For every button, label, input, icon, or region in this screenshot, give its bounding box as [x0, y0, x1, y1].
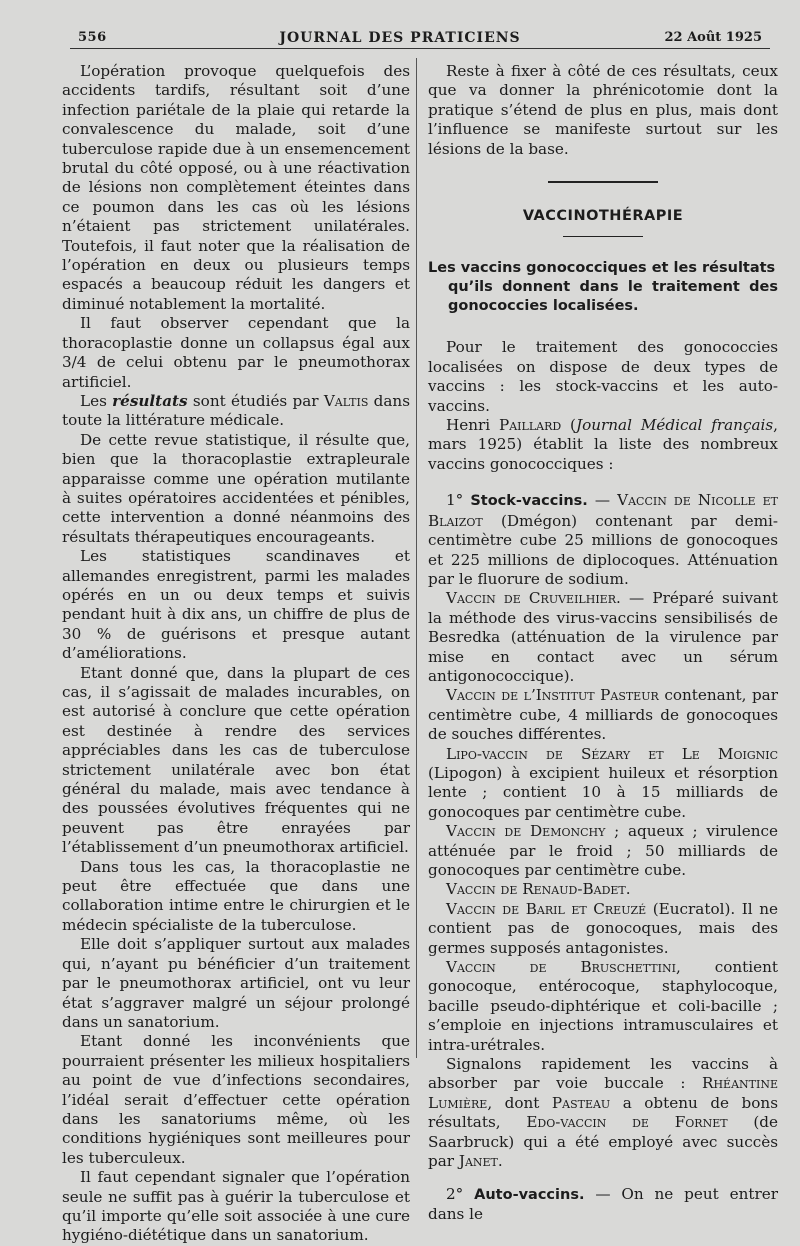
paragraph	[428, 900, 778, 958]
author-name: Paillard	[499, 416, 562, 435]
paragraph	[428, 686, 778, 744]
paragraph: Reste à fixer à côté de ces résultats, ceux que va donner la phrénicotomie dont la pratique s’étend de plus en plus, mais dont l’influence se manifeste surtout sur les lésions de la base.	[428, 62, 778, 158]
text-run: , mars 1925) établit la liste des nombreux vaccins gonococciques :	[428, 416, 778, 473]
text-run: Henri	[446, 416, 500, 435]
text-run: , dont	[487, 1093, 552, 1112]
journal-reference: Journal Médical français	[575, 416, 774, 435]
header-rule	[70, 48, 770, 49]
vaccine-name: Rhéantine Lumière	[428, 1074, 778, 1112]
paragraph: Dans tous les cas, la thoracoplastie ne peut être effectuée que dans une collaboration intime entre le chirurgien et le médecin spécialiste de la tuberculose.	[62, 857, 410, 934]
paragraph: L’opération provoque quelquefois des accidents tardifs, résultant soit d’une infection pariétale de la plaie qui retarde la convalescence du malade, soit d’une tuberculose rapide due à un ensemencement brutal du côté opposé, ou à une réactivation de lésions non complètement éteintes dans ce poumon dans les cas où les lésions n’étaient pas strictement unilatérales. Toutefois, il faut noter que la réalisation de l’opération en deux ou plusieurs temps espacés a beaucoup réduit les dangers et diminué notablement la mortalité.	[62, 62, 410, 313]
text-run: contenant, par centimètre cube, 4 milliards de gonocoques de souches différentes.	[428, 686, 778, 744]
paragraph: De cette revue statistique, il résulte que, bien que la thoracoplastie extrapleurale apparaisse comme une opération mutilante à suites opératoires accidentées et pénibles, cette intervention a donné néanmoins des résultats thérapeutiques encourageants.	[62, 430, 410, 546]
paragraph	[428, 1055, 778, 1171]
author-name: Valtis	[323, 391, 369, 410]
text-run: (de Saarbruck) qui a été employé avec succès par	[428, 1113, 778, 1171]
paragraph	[428, 1185, 778, 1225]
text-run: (	[561, 416, 576, 435]
text-run: — On ne peut entrer dans le	[428, 1184, 778, 1223]
paragraph: Pour le traitement des gonococcies localisées on dispose de deux types de vaccins : les stock-vaccins et les auto-vaccins.	[428, 338, 778, 415]
page-header	[0, 0, 800, 52]
text-run: —	[587, 491, 618, 510]
vaccine-name: Vaccin de Renaud-Badet.	[446, 880, 631, 899]
right-column	[428, 62, 778, 1224]
paragraph	[428, 416, 778, 474]
article-title-line: Les vaccins gonococciques et les résultats	[428, 260, 776, 277]
paragraph	[428, 880, 778, 899]
author-name: Pasteau	[551, 1093, 611, 1112]
subheading-auto-vaccins: Auto-vaccins.	[474, 1186, 585, 1203]
article-title-line: qu’ils donnent dans le traitement des gonococcies localisées.	[448, 279, 778, 315]
text-run: .	[497, 1152, 503, 1171]
vaccine-name: Vaccin de Bruschettini	[446, 958, 676, 977]
paragraph	[428, 958, 778, 1055]
vaccine-name: Vaccin de Baril et Creuzé	[446, 899, 647, 918]
paragraph: Etant donné les inconvénients que pourraient présenter les milieux hospitaliers au point de vue d’infections secondaires, l’idéal serait d’effectuer cette opération dans les sanatoriums même, où les conditions hygiéniques sont meilleures pour les tuberculeux.	[62, 1032, 410, 1167]
vaccine-name: Lipo-vaccin de Sézary et Le Moignic	[446, 744, 778, 763]
vaccine-name: Vaccin de Cruveilhier.	[446, 589, 621, 608]
list-number: 1°	[446, 491, 471, 510]
paragraph	[428, 822, 778, 880]
text-run: ; aqueux ; virulence atténuée par le froid ; 50 milliards de gonocoques par centimètre cube.	[428, 822, 778, 879]
section-title: VACCINOTHÉRAPIE	[522, 208, 684, 225]
left-column	[62, 62, 410, 1246]
paragraph: Etant donné que, dans la plupart de ces cas, il s’agissait de malades incurables, on est autorisé à conclure que cette opération est destinée à rendre des services appréciables dans les cas de tuberculose strictement unilatérale avec bon état général du malade, mais avec tendance à des poussées évolutives fréquentes qui ne peuvent pas être enrayées par l’établissement d’un pneumothorax artificiel.	[62, 663, 410, 857]
list-number: 2°	[446, 1184, 475, 1203]
paragraph	[62, 392, 410, 431]
text-run: (Eucratol). Il ne contient pas de gonocoques, mais des germes supposés antagonistes.	[428, 899, 778, 957]
column-divider	[416, 58, 417, 1058]
vaccine-name: Vaccin de l’Institut Pasteur	[446, 686, 659, 705]
text-run: Signalons rapidement les vaccins à absorber par voie buccale :	[428, 1055, 778, 1093]
text-run: , contient gonocoque, entérocoque, staphylocoque, bacille pseudo-diphtérique et coli-bacille ; s’emploie en injections intramusculaires et intra-urétrales.	[428, 958, 778, 1054]
text-run: (Dmégon) contenant par demi-centimètre cube 25 millions de gonocoques et 225 millions de diplocoques. Atténuation par le fluorure de sodium.	[428, 511, 778, 588]
section-underline	[563, 236, 643, 237]
text-run: Les	[80, 391, 113, 410]
paragraph: Il faut cependant signaler que l’opération seule ne suffit pas à guérir la tuberculose et qu’il importe qu’elle soit associée à une cure hygiéno-diététique dans un sanatorium.	[62, 1168, 410, 1245]
paragraph	[428, 745, 778, 823]
page-number: 556	[78, 30, 107, 45]
issue-date: 22 Août 1925	[664, 30, 762, 45]
paragraph	[428, 589, 778, 686]
article-title	[428, 259, 778, 316]
vaccine-name: Vaccin de Demonchy	[446, 822, 606, 841]
text-run: — Préparé suivant la méthode des virus-vaccins sensibilisés de Besredka (atténuation de la virulence par mise en contact avec un sérum antigonococcique).	[428, 589, 778, 685]
subheading-stock-vaccins: Stock-vaccins.	[470, 493, 588, 510]
paragraph: Les statistiques scandinaves et allemandes enregistrent, parmi les malades opérés en un ou deux temps et suivis pendant huit à dix ans, un chiffre de plus de 30 % de guérisons et presque autant d’améliorations.	[62, 547, 410, 663]
section-separator	[548, 181, 658, 183]
text-run: (Lipogon) à excipient huileux et résorption lente ; contient 10 à 15 milliards de gonocoques par centimètre cube.	[428, 763, 778, 821]
journal-title: JOURNAL DES PRATICIENS	[279, 30, 521, 46]
paragraph	[428, 491, 778, 589]
vaccine-name: Edo-vaccin de Fornet	[526, 1113, 728, 1132]
text-run: dans toute la littérature médicale.	[62, 391, 411, 430]
text-run: sont étudiés par	[187, 391, 324, 410]
author-name: Janet	[458, 1152, 498, 1171]
vaccine-name: Vaccin de Nicolle et Blaizot	[428, 491, 779, 530]
text-run: a obtenu de bons résultats,	[428, 1093, 778, 1132]
emphasis-results: résultats	[112, 391, 188, 410]
paragraph: Elle doit s’appliquer surtout aux malades qui, n’ayant pu bénéficier d’un traitement par le pneumothorax artificiel, ont vu leur état s’aggraver malgré un séjour prolongé dans un sanatorium.	[62, 935, 410, 1031]
paragraph: Il faut observer cependant que la thoracoplastie donne un collapsus égal aux 3/4 de celui obtenu par le pneumothorax artificiel.	[62, 314, 410, 391]
